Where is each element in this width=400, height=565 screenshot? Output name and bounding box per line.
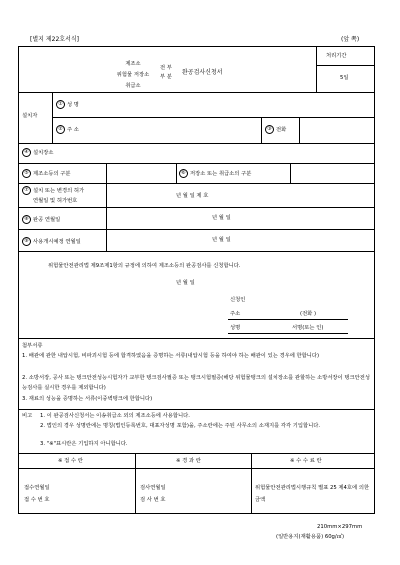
fee-cell: 위험물안전관리법시행규칙 별표 25 제4호에 의한 금액 xyxy=(255,485,370,503)
permit-number-label: 연월일 및 허가번호 xyxy=(33,198,78,204)
fee-header: ※ 수 수 료 란 xyxy=(290,458,322,464)
applicant-address-label: 주소 xyxy=(230,311,241,317)
completion-date-value[interactable]: 년 월 일 xyxy=(212,215,231,221)
name-underline xyxy=(228,333,348,334)
use-start-date-label: ⑨ 사용개시예정 연월일 xyxy=(22,237,81,246)
facility-type-label: ⑤ 제조소등의 구분 xyxy=(22,169,71,178)
page-title: 완공검사신청서 xyxy=(182,69,223,76)
completion-date-label: ⑧ 완공 연월일 xyxy=(22,215,60,224)
permit-date-label: ⑦ 설치 또는 변경의 허가 xyxy=(22,186,84,195)
attachment-item-1: 1. 배관에 관한 내압시험, 비파괴시험 등에 합격하였음을 증명하는 서류(내압시험 등을 하여야 하는 배관이 있는 경우에 한합니다) xyxy=(22,353,320,359)
attachment-item-3: 3. 재료의 성능을 증명하는 서류(이중벽탱크에 한합니다) xyxy=(22,396,153,402)
paper-type: (일반용지(재활용품) 60g/㎡) xyxy=(276,534,345,540)
title-facility-types: 제조소 위험물 저장소 취급소 xyxy=(116,61,150,89)
applicant-name-label: 성명 xyxy=(230,325,241,331)
address-underline xyxy=(228,319,348,320)
application-date[interactable]: 년 월 일 xyxy=(176,280,195,286)
name-field[interactable] xyxy=(110,95,372,115)
title-scope: 전 부 부 분 xyxy=(160,65,172,80)
storage-type-label: ⑥ 저장소 또는 취급소의 구분 xyxy=(179,169,251,178)
receipt-cell: 접수연월일 접 수 번 호 xyxy=(24,485,50,503)
applicant-phone[interactable]: (전화 ) xyxy=(300,311,317,317)
phone-field[interactable] xyxy=(301,120,372,140)
attachments-title: 첨부서류 xyxy=(22,343,43,349)
application-statement: 위험물안전관리법 제9조제1항의 규정에 의하여 제조소등의 완공검사를 신청합니다. xyxy=(48,263,241,269)
notes-label: 비고 xyxy=(22,413,33,419)
paper-size: 210mm×297mm xyxy=(317,524,363,530)
install-location-field[interactable] xyxy=(80,145,372,161)
phone-field-label: ③ 전화 xyxy=(265,125,286,134)
note-item-2: 2. 법인의 경우 성명란에는 명칭(법인등록번호, 대표자성명 포함)을, 주소란에는 주된 사무소의 소재지를 각각 기입합니다. xyxy=(40,423,321,429)
note-item-3: 3. "※"표시란은 기입하지 아니합니다. xyxy=(40,441,128,447)
use-start-date-value[interactable]: 년 월 일 xyxy=(212,237,231,243)
processing-period-value: 5일 xyxy=(340,75,349,81)
attachment-item-2: 2. 소방서장, 공사 또는 탱크안전성능시험자가 교부한 탱크검사필증 또는 탱크시험필증(해당 위험물탱크의 설치장소를 관할하는 소방서장이 탱크안전성능검사를 실시한 경우를 제외합니다) xyxy=(22,375,370,391)
page-side: (앞 쪽) xyxy=(341,36,360,43)
name-field-label: ① 성 명 xyxy=(56,100,79,109)
address-field[interactable] xyxy=(110,120,258,140)
inspection-cell: 검사연월일 검 사 번 호 xyxy=(140,485,166,503)
permit-date-value[interactable]: 년 월 일 제 호 xyxy=(176,193,209,199)
address-field-label: ② 주 소 xyxy=(56,125,79,134)
note-item-1: 1. 이 완공검사신청서는 이송취급소 외의 제조소등에 사용합니다. xyxy=(40,413,190,419)
processing-period-label: 처리기간 xyxy=(326,53,347,59)
storage-type-field[interactable] xyxy=(292,165,372,181)
install-location-label: ④ 설치장소 xyxy=(22,148,53,157)
progress-header: ※ 경 과 란 xyxy=(176,458,201,464)
form-number: [별지 제22호서식] xyxy=(30,36,79,43)
applicant-label: 신청인 xyxy=(230,297,246,303)
facility-type-field[interactable] xyxy=(108,165,174,181)
receipt-header: ※ 접 수 란 xyxy=(58,458,83,464)
applicant-signature[interactable]: 서명(또는 인) xyxy=(292,325,324,331)
installer-label: 설치자 xyxy=(22,113,38,119)
